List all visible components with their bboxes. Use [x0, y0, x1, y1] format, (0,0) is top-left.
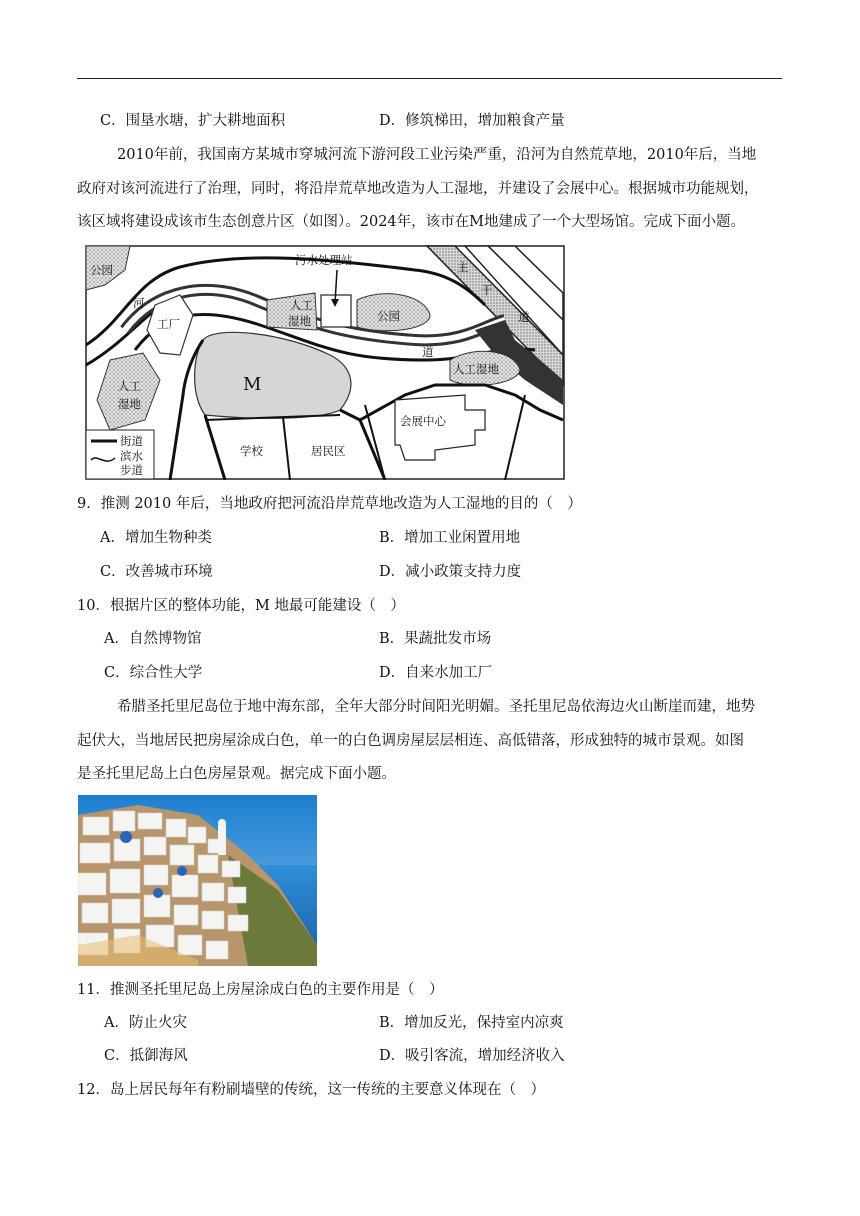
- eco-district-map: [85, 245, 565, 480]
- map-label-wetland-right: 人工湿地: [453, 362, 499, 376]
- prev-option-c: C．围垦水塘，扩大耕地面积: [100, 113, 286, 129]
- passage2-line3: 是圣托里尼岛上白色房屋景观。据完成下面小题。: [77, 766, 396, 782]
- map-label-expo: 会展中心: [400, 414, 446, 428]
- q11-option-c: C．抵御海风: [104, 1048, 188, 1064]
- map-label-river: 河: [133, 296, 145, 310]
- map-label-residential: 居民区: [311, 444, 346, 458]
- passage1-line1: 2010年前，我国南方某城市穿城河流下游河段工业污染严重，沿河为自然荒草地，2010年后，当地: [117, 147, 757, 163]
- map-label-park-mid: 公园: [377, 309, 400, 323]
- q9-option-d: D．减小政策支持力度: [379, 564, 522, 580]
- prev-option-d: D．修筑梯田，增加粮食产量: [379, 113, 565, 129]
- q10-option-c: C．综合性大学: [104, 665, 203, 681]
- legend-street: 街道: [120, 434, 143, 448]
- santorini-photo: [78, 795, 317, 966]
- q10-stem: 10．根据片区的整体功能，M 地最可能建设（ ）: [77, 598, 405, 614]
- map-label-park-left: 公园: [90, 263, 113, 277]
- header-rule: [77, 78, 782, 79]
- passage1-line3: 该区域将建设成该市生态创意片区（如图）。2024年，该市在M地建成了一个大型场馆。完成下面小题。: [77, 214, 745, 230]
- q10-option-d: D．自来水加工厂: [379, 665, 493, 681]
- passage2-line2: 起伏大，当地居民把房屋涂成白色，单一的白色调房屋层层相连、高低错落，形成独特的城市景观。如图: [77, 733, 744, 749]
- map-label-wetland-top-2: 湿地: [288, 314, 311, 328]
- q10-option-a: A．自然博物馆: [104, 631, 202, 647]
- map-label-main-road-1: 主: [457, 260, 469, 274]
- q9-option-a: A．增加生物种类: [100, 530, 212, 546]
- map-label-dao: 道: [422, 345, 434, 359]
- q10-option-b: B．果蔬批发市场: [379, 631, 492, 647]
- q11-option-a: A．防止火灾: [104, 1015, 187, 1031]
- map-label-wetland-top-1: 人工: [290, 298, 313, 312]
- map-label-factory: 工厂: [157, 317, 180, 331]
- q11-option-b: B．增加反光，保持室内凉爽: [379, 1015, 564, 1031]
- q9-option-c: C．改善城市环境: [100, 564, 213, 580]
- map-label-main-road-2: 干: [481, 283, 493, 297]
- q11-stem: 11．推测圣托里尼岛上房屋涂成白色的主要作用是（ ）: [77, 982, 444, 998]
- map-label-sewage: 污水处理站: [295, 253, 353, 267]
- passage2-line1: 希腊圣托里尼岛位于地中海东部，全年大部分时间阳光明媚。圣托里尼岛依海边火山断崖而建，地势: [117, 699, 755, 715]
- map-label-wetland-left-1: 人工: [118, 379, 141, 393]
- q9-option-b: B．增加工业闲置用地: [379, 530, 521, 546]
- map-label-wetland-left-2: 湿地: [118, 397, 141, 411]
- legend-walk-1: 滨水: [120, 449, 143, 463]
- passage1-line2: 政府对该河流进行了治理，同时，将沿岸荒草地改造为人工湿地，并建设了会展中心。根据城市功能规划，: [77, 181, 759, 197]
- q9-stem: 9．推测 2010 年后，当地政府把河流沿岸荒草地改造为人工湿地的目的（ ）: [77, 496, 582, 512]
- legend-walk-2: 步道: [120, 463, 143, 477]
- q12-stem: 12．岛上居民每年有粉刷墙壁的传统，这一传统的主要意义体现在（ ）: [77, 1082, 545, 1098]
- map-label-school: 学校: [240, 444, 263, 458]
- map-label-main-road-3: 道: [518, 310, 530, 324]
- map-label-M: M: [243, 374, 262, 395]
- q11-option-d: D．吸引客流，增加经济收入: [379, 1048, 565, 1064]
